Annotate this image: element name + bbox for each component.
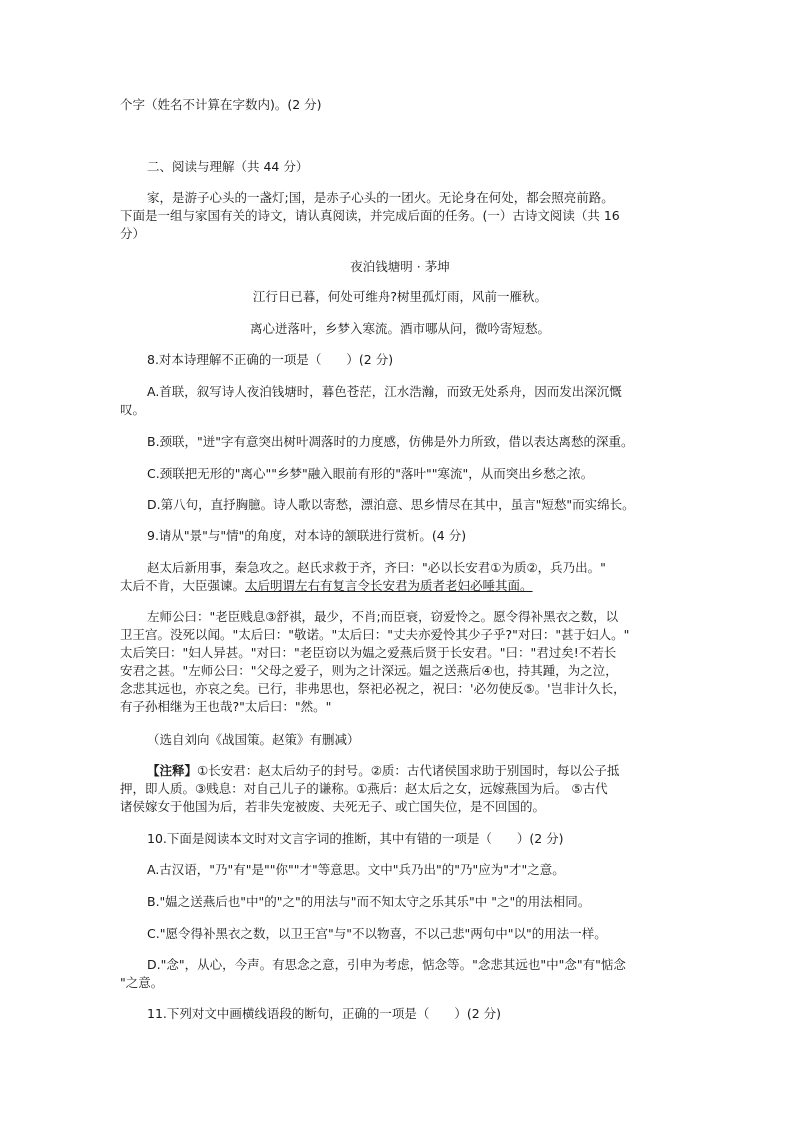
notes-line: [147, 762, 680, 780]
question-11: 11.下列对文中画横线语段的断句，正确的一项是（ ）(2 分): [147, 1006, 502, 1021]
text-line: "之意。: [120, 975, 164, 990]
passage-line: 安君之甚。"左师公曰："父母之爱子，则为之计深远。媪之送燕后④也，持其踵，为之泣，: [120, 663, 618, 678]
question-10: 10.下面是阅读本文时对文言字词的推断，其中有错的一项是（ ）(2 分): [147, 831, 564, 846]
passage-line: 有子孙相继为王也哉?"太后曰："然。": [120, 699, 332, 714]
text-line: 下面是一组与家国有关的诗文，请认真阅读，并完成后面的任务。(一）古诗文阅读（共 16: [120, 208, 620, 223]
option-c: C."愿令得补黑衣之数，以卫王宫"与"不以物喜，不以己悲"两句中"以"的用法一样。: [147, 926, 607, 941]
passage-line: 卫王宫。没死以闻。"太后曰："敬诺。"太后曰："丈夫亦爱怜其少子乎?"对曰："甚于妇人。": [120, 627, 630, 642]
poem-line: 离心迸落叶，乡梦入寒流。酒市哪从问，微吟寄短愁。: [249, 321, 550, 336]
passage-line: [120, 577, 680, 595]
option-a: A.古汉语，"乃"有"是""你""才"等意思。文中"兵乃出"的"乃"应为"才"之意。: [147, 862, 565, 877]
text-line: 家，是游子心头的一盏灯;国，是赤子心头的一团火。无论身在何处，都会照亮前路。: [147, 190, 614, 205]
option-b: B."媪之送燕后也"中"的"之"的用法与"而不知太守之乐其乐"中 "之"的用法相同。: [147, 894, 591, 909]
poem-line: 江行日已暮，何处可维舟?树里孤灯雨，风前一雁秋。: [252, 289, 548, 304]
option-d: D.第八句，直抒胸臆。诗人歌以寄愁，漂泊意、思乡情尽在其中，虽言"短愁"而实绵长。: [147, 497, 635, 512]
poem-title: 夜泊钱塘明 · 茅坤: [350, 259, 450, 274]
source-citation: （选自刘向《战国策。赵策》有删减）: [147, 732, 360, 747]
option-b: B.颈联，"迸"字有意突出树叶凋落时的力度感，仿佛是外力所致，借以表达离愁的深重。: [147, 434, 634, 449]
text-line: 个字（姓名不计算在字数内)。(2 分): [120, 97, 322, 112]
underlined-passage: 太后明谓左右有复言令长安君为质者老妇必唾其面。: [245, 578, 533, 593]
notes-line: 押，即人质。③贱息：对自己儿子的谦称。①燕后：赵太后之女，远嫁燕国为后。 ⑤古代: [120, 781, 608, 796]
passage-line: 赵太后新用事，秦急攻之。赵氏求救于齐，齐曰："必以长安君①为质②，兵乃出。": [147, 560, 606, 575]
notes-text: ①长安君：赵太后幼子的封号。②质：古代诸侯国求助于别国时，每以公子抵: [197, 763, 620, 778]
option-d: D."念"，从心，今声。有思念之意，引申为考虑，惦念等。"念悲其远也"中"念"有"惦念: [147, 957, 626, 972]
notes-label: 【注释】: [147, 763, 198, 778]
passage-line: 太后笑曰："妇人异甚。"对曰："老臣窃以为媪之爱燕后贤于长安君。"曰："君过矣!不若长: [120, 645, 617, 660]
section-heading: 二、阅读与理解（共 44 分）: [147, 159, 309, 174]
text-line: 分）: [120, 226, 146, 241]
passage-text: 太后不肯，大臣强谏。: [120, 578, 246, 593]
notes-line: 诸侯嫁女于他国为后，若非失宠被废、夫死无子、或亡国失位，是不回国的。: [120, 799, 546, 814]
option-c: C.颈联把无形的"离心""乡梦"融入眼前有形的"落叶""寒流"，从而突出乡愁之浓。: [147, 466, 594, 481]
text-line: 叹。: [120, 402, 146, 417]
passage-line: 念悲其远也，亦哀之矣。已行，非弗思也，祭祀必祝之，祝曰：'必勿使反⑤。'岂非计久长，: [120, 681, 626, 696]
option-a: A.首联，叙写诗人夜泊钱塘时，暮色苍茫，江水浩瀚，而致无处系舟，因而发出深沉慨: [147, 384, 622, 399]
question-8: 8.对本诗理解不正确的一项是（ ）(2 分): [147, 352, 394, 367]
question-9: 9.请从"景"与"情"的角度，对本诗的颔联进行赏析。(4 分): [147, 528, 467, 543]
passage-line: 左师公曰："老臣贱息③舒祺，最少，不肖;而臣衰，窃爱怜之。愿令得补黑衣之数，以: [147, 609, 619, 624]
